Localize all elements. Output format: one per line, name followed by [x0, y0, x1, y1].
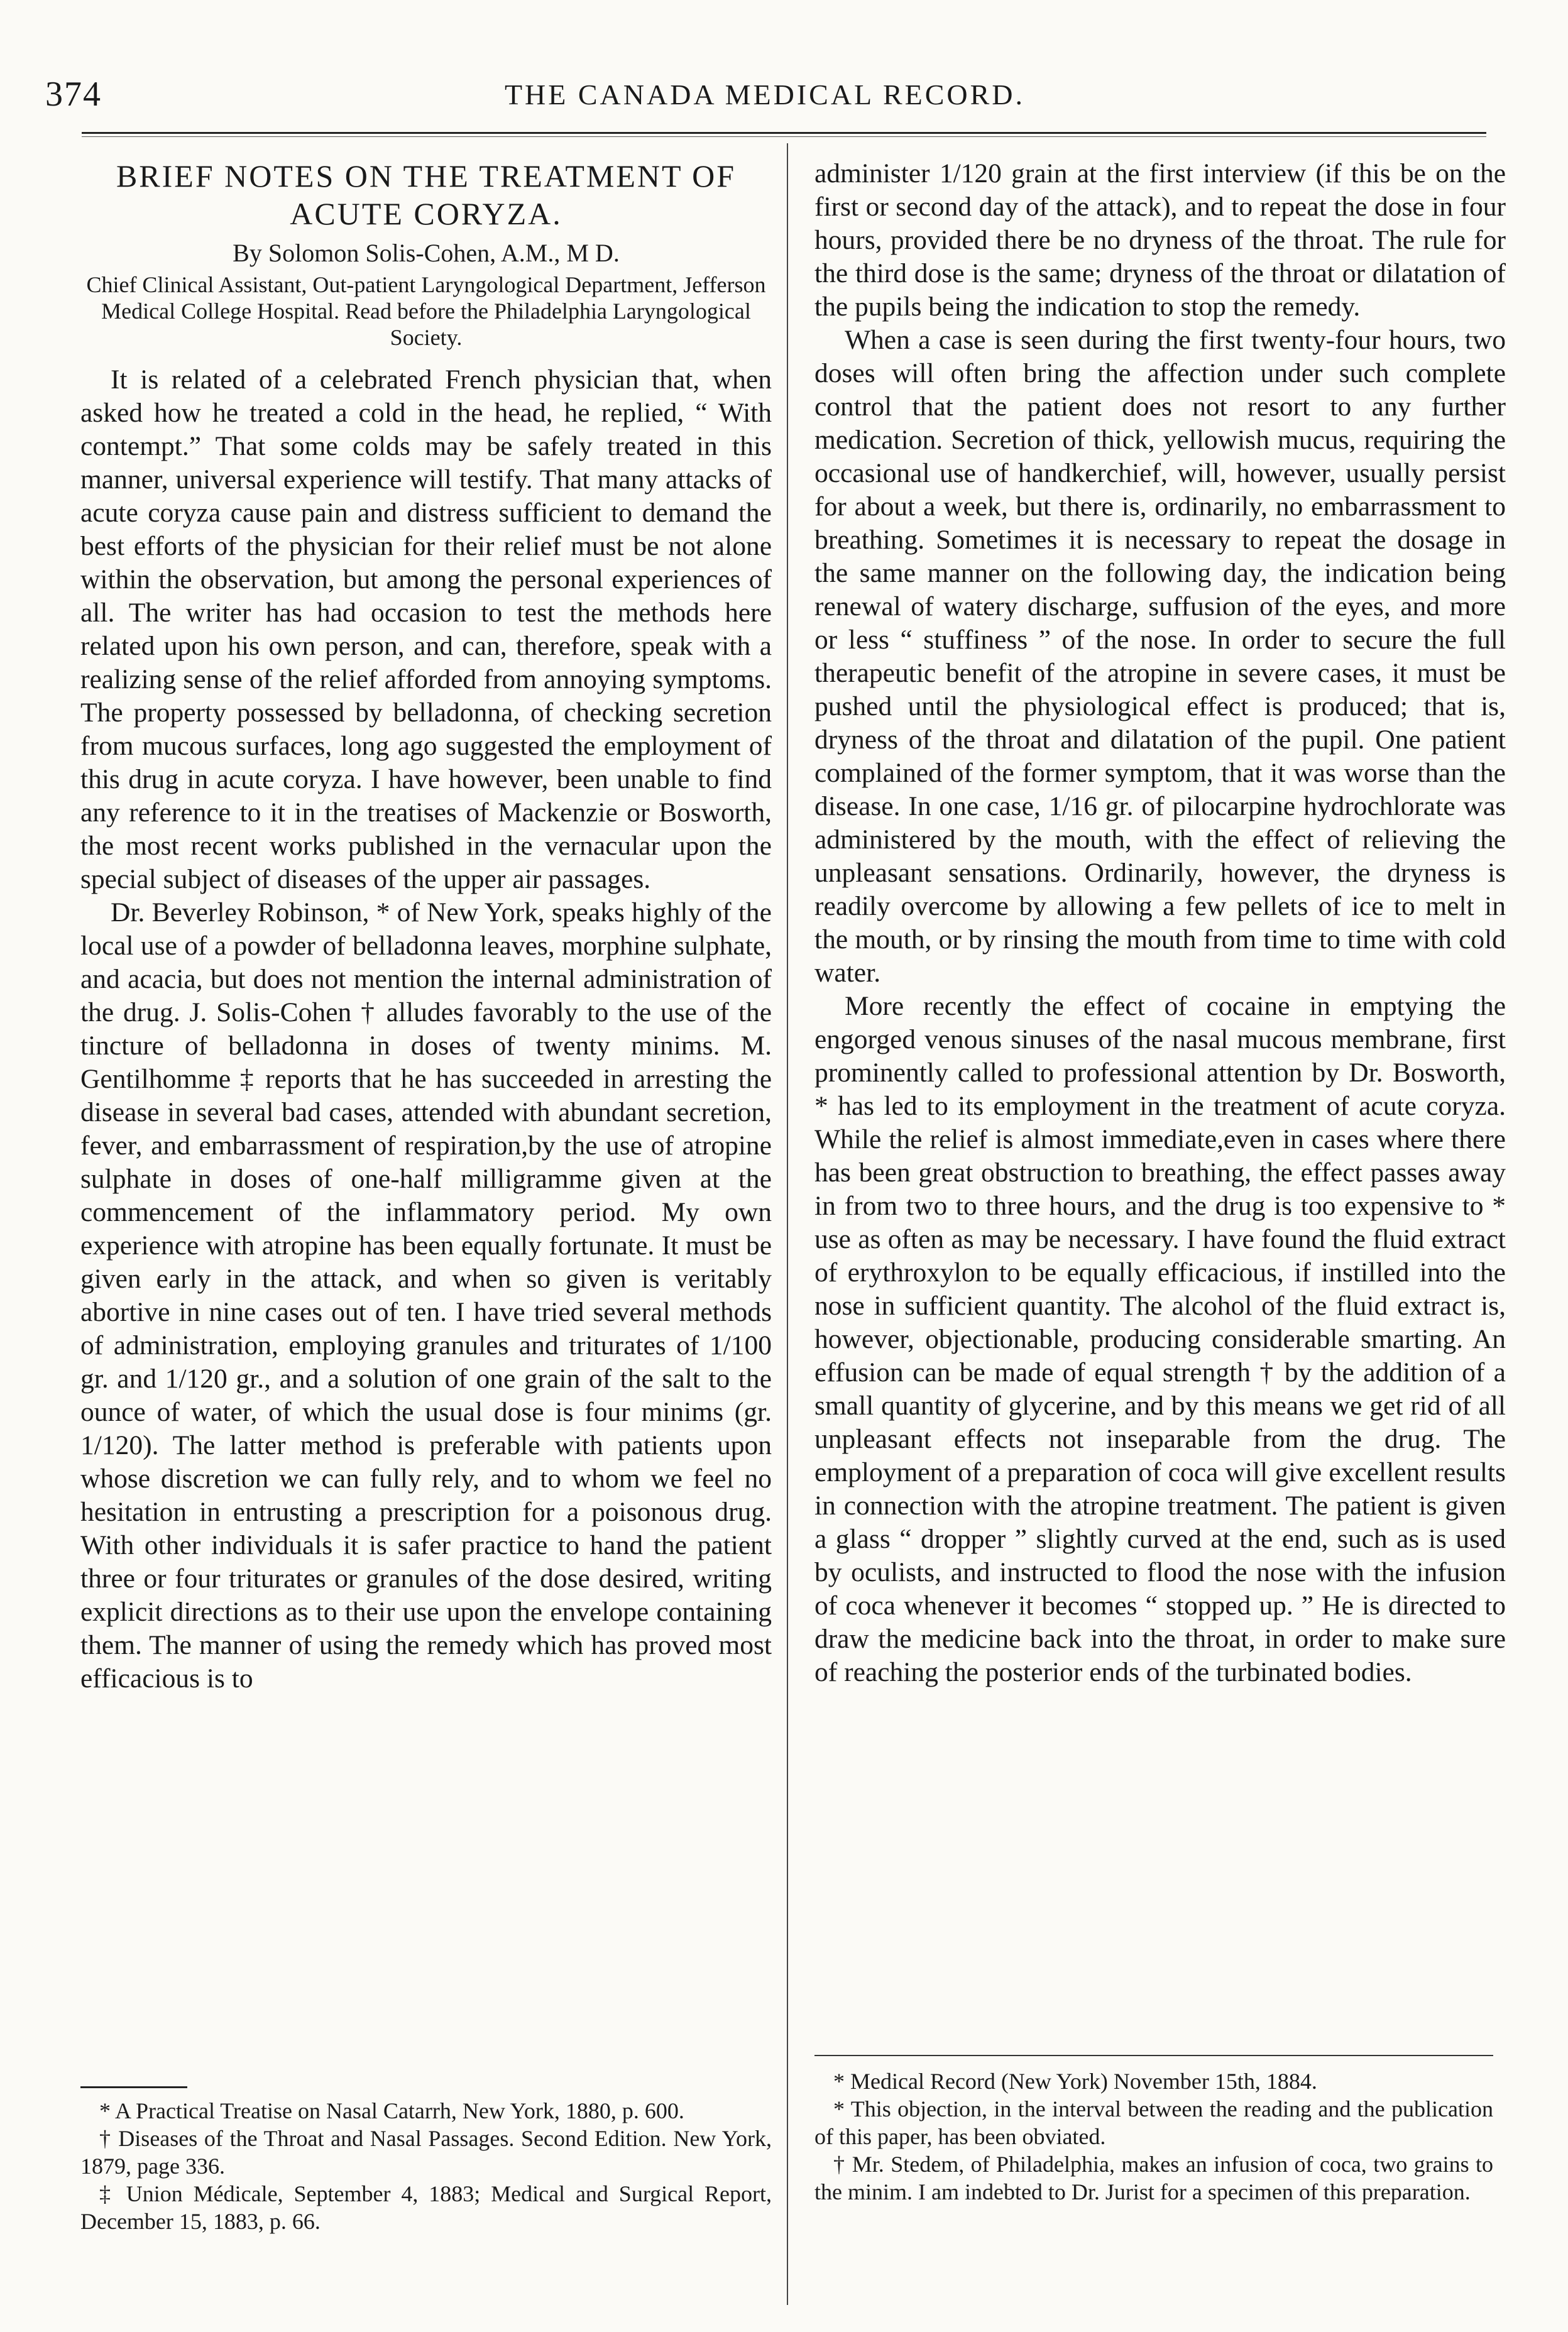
journal-title: THE CANADA MEDICAL RECORD. [504, 79, 1026, 111]
footnote: † Diseases of the Throat and Nasal Passages. Second Edition. New York, 1879, page 336. [80, 2126, 772, 2179]
footnote: ‡ Union Médicale, September 4, 1883; Medical and Surgical Report, December 15, 1883, p. 66. [80, 2181, 772, 2234]
left-footnotes [80, 2072, 772, 2235]
left-paragraph-1: It is related of a celebrated French physician that, when asked how he treated a cold in the head, he replied, “ With contempt.” That some colds may be safely treated in this manner, universal experience will testify. That many attacks of acute coryza cause pain and distress sufficient to demand the best efforts of the physician for their relief must be not alone within the observation, but among the personal experiences of all. The writer has had occasion to test the methods here related upon his own person, and can, therefore, speak with a realizing sense of the relief afforded from annoying symptoms. The property possessed by belladonna, of checking secretion from mucous surfaces, long ago suggested the employment of this drug in acute coryza. I have however, been unable to find any reference to it in the treatises of Mackenzie or Bosworth, the most recent works published in the vernacular upon the special subject of diseases of the upper air passages. [80, 364, 772, 894]
right-paragraph-1: administer 1/120 grain at the first interview (if this be on the first or second day of the attack), and to repeat the dose in four hours, provided there be no dryness of the throat. The rule for the third dose is the same; dryness of the throat or dilatation of the pupils being the indication to stop the remedy. [814, 158, 1506, 322]
footnote-rule [80, 2086, 187, 2088]
left-paragraph-2: Dr. Beverley Robinson, * of New York, speaks highly of the local use of a powder of belladonna leaves, morphine sulphate, and acacia, but does not mention the internal administration of the drug. J. Solis-Cohen † alludes favorably to the use of the tincture of belladonna in doses of twenty minims. M. Gentilhomme ‡ reports that he has succeeded in arresting the disease in several bad cases, attended with abundant secretion, fever, and embarrassment of respiration,by the use of atropine sulphate in doses of one-half milligramme given at the commencement of the inflammatory period. My own experience with atropine has been equally fortunate. It must be given early in the attack, and when so given is veritably abortive in nine cases out of ten. I have tried several methods of administration, employing granules and triturates of 1/100 gr. and 1/120 gr., and a solution of one grain of the salt to the ounce of water, of which the usual dose is four minims (gr. 1/120). The latter method is preferable with patients upon whose discretion we can fully rely, and to whom we feel no hesitation in entrusting a prescription for a poisonous drug. With other individuals it is safer practice to hand the patient three or four triturates or granules of the dose desired, writing explicit directions as to their use upon the envelope containing them. The manner of using the remedy which has proved most efficacious is to [80, 897, 772, 1694]
footnote: * Medical Record (New York) November 15th, 1884. [833, 2069, 1317, 2094]
right-paragraph-2: When a case is seen during the first twenty-four hours, two doses will often bring the affection under such complete control that the patient does not resort to any further medication. Secretion of thick, yellowish mucus, requiring the occasional use of handkerchief, will, however, usually persist for about a week, but there is, ordinarily, no embarrassment to breathing. Sometimes it is necessary to repeat the dosage in the same manner on the following day, the indication being renewal of watery discharge, suffusion of the eyes, and more or less “ stuffiness ” of the nose. In order to secure the full therapeutic benefit of the atropine in severe cases, it must be pushed until the physiological effect is produced; that is, dryness of the throat and dilatation of the pupil. One patient complained of the former symptom, that it was worse than the disease. In one case, 1/16 gr. of pilocarpine hydrochlorate was administered by the mouth, with the effect of relieving the unpleasant sensations. Ordinarily, however, the dryness is readily overcome by allowing a few pellets of ice to melt in the mouth, or by rinsing the mouth from time to time with cold water. [814, 325, 1506, 988]
article-byline: By Solomon Solis-Cohen, A.M., M D. [233, 239, 620, 267]
page-number: 374 [45, 75, 102, 114]
footnote-rule [814, 2055, 1493, 2056]
left-column [80, 157, 772, 1695]
author-affiliation: Chief Clinical Assistant, Out-patient Laryngological Department, Jefferson Medical College Hospital. Read before the Philadelphia Laryngological Society. [86, 272, 766, 350]
right-column [814, 157, 1506, 1689]
page-header [45, 74, 1484, 124]
right-paragraph-3: More recently the effect of cocaine in emptying the engorged venous sinuses of the nasal mucous membrane, first prominently called to professional attention by Dr. Bosworth, * has led to its employment in the treatment of acute coryza. While the relief is almost immediate,even in cases where there has been great obstruction to breathing, the effect passes away in from two to three hours, and the drug is too expensive to * use as often as may be necessary. I have found the fluid extract of erythroxylon to be equally efficacious, if instilled into the nose in sufficient quantity. The alcohol of the fluid extract is, however, objectionable, producing considerable smarting. An effusion can be made of equal strength † by the addition of a small quantity of glycerine, and by this means we get rid of all unpleasant effects not inseparable from the drug. The employment of a preparation of coca will give excellent results in connection with the atropine treatment. The patient is given a glass “ dropper ” slightly curved at the end, such as is used by oculists, and instructed to flood the nose with the infusion of coca whenever it becomes “ stopped up. ” He is directed to draw the medicine back into the throat, in order to make sure of reaching the posterior ends of the turbinated bodies. [814, 991, 1506, 1687]
footnote: * A Practical Treatise on Nasal Catarrh, New York, 1880, p. 600. [99, 2098, 684, 2123]
header-rule [82, 132, 1486, 137]
column-divider [787, 143, 788, 2305]
article-title: BRIEF NOTES ON THE TREATMENT OF ACUTE CORYZA. [116, 158, 737, 231]
footnote: † Mr. Stedem, of Philadelphia, makes an infusion of coca, two grains to the minim. I am indebted to Dr. Jurist for a specimen of this preparation. [814, 2152, 1493, 2204]
footnote: * This objection, in the interval between the reading and the publication of this paper, has been obviated. [814, 2096, 1493, 2149]
right-footnotes [814, 2067, 1493, 2206]
